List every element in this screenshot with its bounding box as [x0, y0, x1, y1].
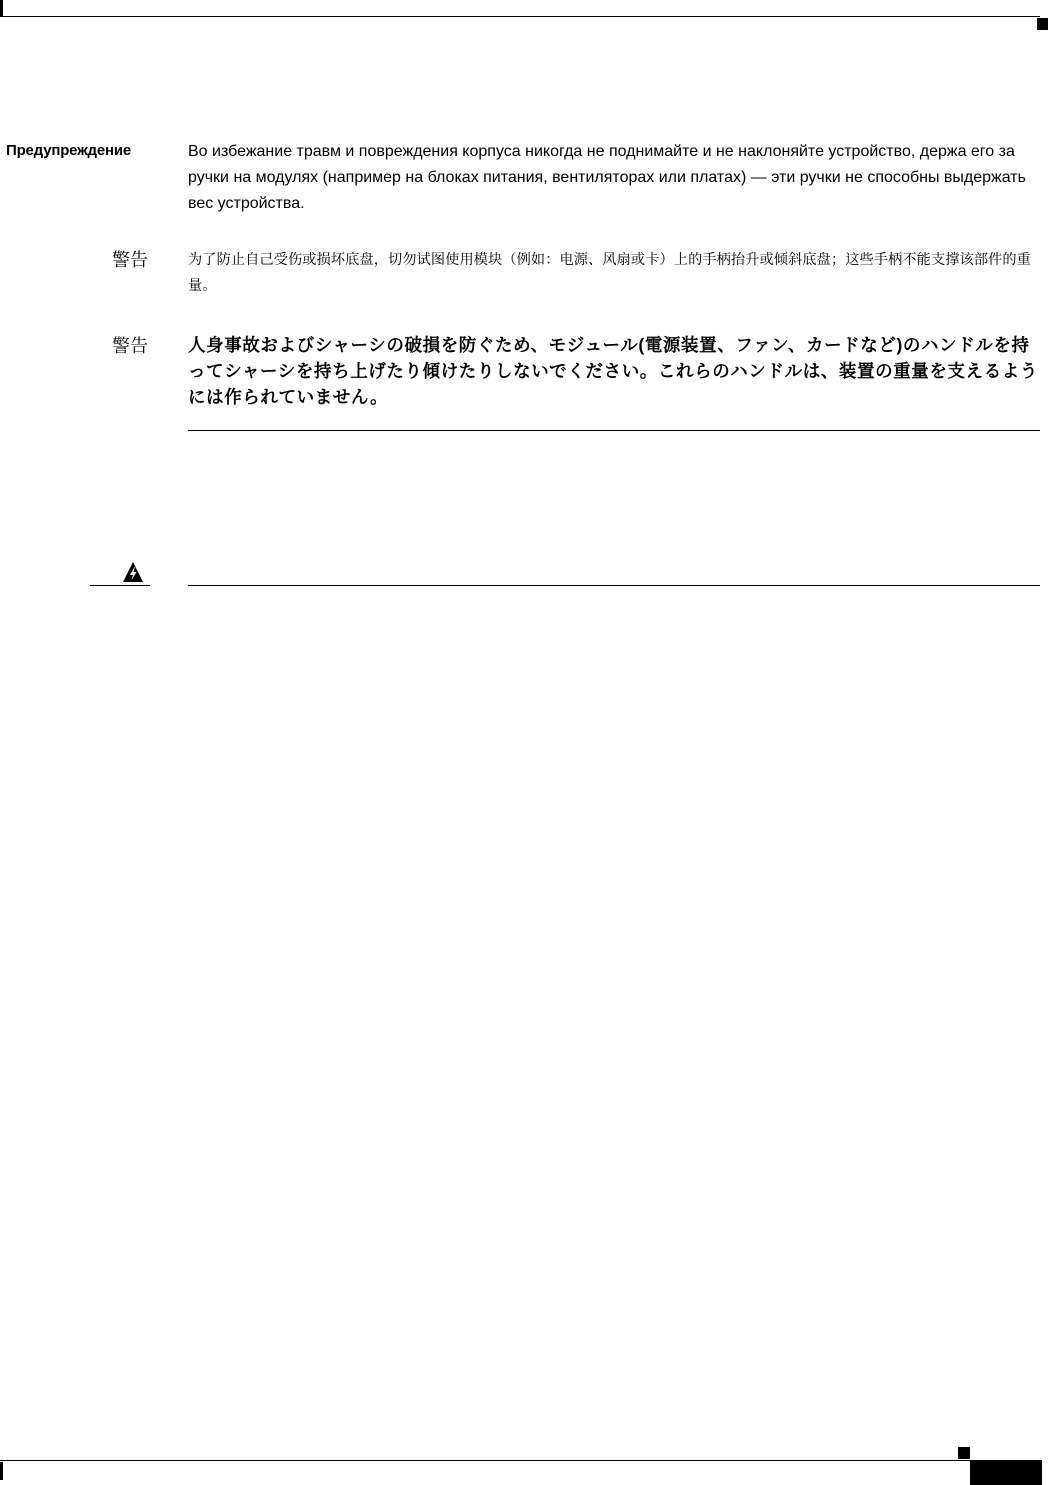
- footer-rule: [0, 1460, 970, 1461]
- footer-left-tick: [0, 1462, 3, 1480]
- header-rule: [0, 16, 1040, 17]
- warning-label-ja: 警告: [112, 336, 148, 356]
- warning-text-ja: 人身事故およびシャーシの破損を防ぐため、モジュール(電源装置、ファン、カードなど)のハンドルを持ってシャーシを持ち上げたり傾けたりしないでください。これらのハンドルは、装置の重量を支えるようには作られていません。: [188, 335, 1038, 407]
- header-corner-mark: [1037, 18, 1048, 30]
- warning-header-rule: [188, 585, 1040, 586]
- warning-triangle-icon: [122, 561, 144, 583]
- page-number-tab: [970, 1460, 1042, 1485]
- footer-mark: [958, 1447, 970, 1459]
- header-left-tick: [0, 0, 3, 17]
- warning-icon-block: [90, 560, 150, 586]
- section-divider: [188, 430, 1040, 431]
- warning-icon-underline: [90, 585, 150, 586]
- warning-label-zh: 警告: [112, 250, 148, 270]
- warning-text-ru: Во избежание травм и повреждения корпуса никогда не поднимайте и не наклоняйте устройство, держа его за ручки на модулях (например на блоках питания, вентиляторах или платах) — эти ручки не способны выдержать вес устройства.: [188, 143, 1026, 212]
- warning-text-zh: 为了防止自己受伤或损坏底盘，切勿试图使用模块（例如：电源、风扇或卡）上的手柄抬升或倾斜底盘；这些手柄不能支撑该部件的重量。: [188, 252, 1031, 294]
- warning-label-ru: Предупреждение: [6, 142, 132, 159]
